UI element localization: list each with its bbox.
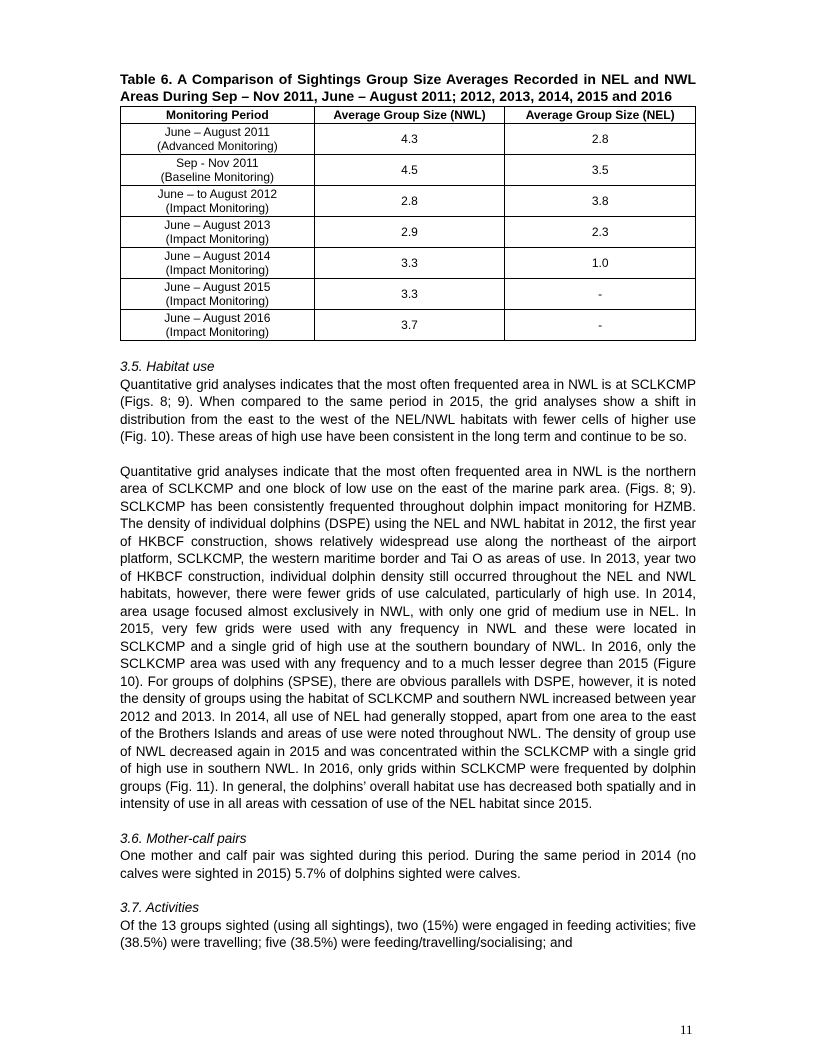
table-title: Table 6. A Comparison of Sightings Group Size Averages Recorded in NEL and NWL Areas During Sep – Nov 2011, June – August 2011; 2012, 2013, 2014, 2015 and 2016 [120,71,696,104]
period-cell [121,124,315,155]
nel-cell: 3.5 [505,155,696,186]
table-header-row [121,107,696,124]
period-cell [121,248,315,279]
period-cell [121,310,315,341]
table-row [121,155,696,186]
period: June – to August 2012 [157,187,278,201]
section-habitat-use [120,358,696,813]
period-cell [121,155,315,186]
period: June – August 2014 [164,249,271,263]
section-heading: 3.7. Activities [120,900,200,915]
table-row [121,124,696,155]
nel-cell: 2.8 [505,124,696,155]
table-row [121,248,696,279]
nwl-cell: 2.8 [314,186,505,217]
phase: (Impact Monitoring) [165,232,270,246]
nwl-cell: 2.9 [314,217,505,248]
paragraph: Of the 13 groups sighted (using all sightings), two (15%) were engaged in feeding activities; five (38.5%) were travelling; five (38.5%) were feeding/travelling/socialising; and [120,917,696,950]
document-page [120,71,696,952]
nel-cell: - [505,279,696,310]
header-nel: Average Group Size (NEL) [505,107,696,124]
phase: (Advanced Monitoring) [156,139,278,153]
nwl-cell: 3.3 [314,279,505,310]
table-row [121,217,696,248]
section-activities [120,899,696,952]
paragraph: Quantitative grid analyses indicates that the most often frequented area in NWL is at SCLKCMP (Figs. 8; 9). When compared to the same period in 2015, the grid analyses show a shift in distribution from the east to the west of the NEL/NWL habitats with fewer cells of higher use (Fig. 10). These areas of high use have been consistent in the long term and continue to be so. [120,376,696,444]
period: June – August 2015 [164,280,271,294]
section-mother-calf [120,830,696,883]
nel-cell: - [505,310,696,341]
section-heading: 3.5. Habitat use [120,359,215,374]
paragraph: Quantitative grid analyses indicate that the most often frequented area in NWL is the northern area of SCLKCMP and one block of low use on the east of the marine park area. (Figs. 8; 9). SCLKCMP has been consistently frequented throughout dolphin impact monitoring for HZMB. The density of individual dolphins (DSPE) using the NEL and NWL habitat in 2012, the first year of HKBCF construction, shows relatively widespread use along the northeast of the airport platform, SCLKCMP, the western maritime border and Tai O as areas of use. In 2013, year two of HKBCF construction, individual dolphin density still occurred throughout the NEL and NWL habitats, however, there were fewer grids of use calculated, particularly of high use. In 2014, area usage focused almost exclusively in NWL, with only one grid of medium use in NEL. In 2015, very few grids were used with any frequency in NWL and these were located in SCLKCMP and a single grid of high use at the southern boundary of NWL. In 2016, only the SCLKCMP area was used with any frequency and to a much lesser degree than 2015 (Figure 10). For groups of dolphins (SPSE), there are obvious parallels with DSPE, however, it is noted the density of groups using the habitat of SCLKCMP and southern NWL increased between year 2012 and 2013. In 2014, all use of NEL had generally stopped, apart from one area to the east of the Brothers Islands and areas of use were noted throughout NWL. The density of group use of NWL decreased again in 2015 and was concentrated within the SCLKCMP with a single grid of high use in southern NWL. In 2016, only grids within SCLKCMP were frequented by dolphin groups (Fig. 11). In general, the dolphins’ overall habitat use has decreased both spatially and in intensity of use in all areas with cessation of use of the NEL habitat since 2015. [120,463,696,811]
paragraph: One mother and calf pair was sighted during this period. During the same period in 2014 (no calves were sighted in 2015) 5.7% of dolphins sighted were calves. [120,848,696,881]
table-row [121,186,696,217]
header-nwl: Average Group Size (NWL) [314,107,505,124]
period-cell [121,217,315,248]
nwl-cell: 3.7 [314,310,505,341]
period: June – August 2016 [164,311,271,325]
period-cell [121,279,315,310]
group-size-table [120,106,696,341]
phase: (Impact Monitoring) [165,325,270,339]
phase: (Baseline Monitoring) [160,170,275,184]
phase: (Impact Monitoring) [165,263,270,277]
period: June – August 2011 [164,125,270,139]
nel-cell: 2.3 [505,217,696,248]
phase: (Impact Monitoring) [165,294,270,308]
period-cell [121,186,315,217]
nel-cell: 1.0 [505,248,696,279]
nel-cell: 3.8 [505,186,696,217]
nwl-cell: 3.3 [314,248,505,279]
page-number: 11 [680,1022,693,1037]
nwl-cell: 4.5 [314,155,505,186]
period: Sep - Nov 2011 [176,156,259,170]
nwl-cell: 4.3 [314,124,505,155]
phase: (Impact Monitoring) [165,201,270,215]
section-heading: 3.6. Mother-calf pairs [120,830,247,846]
header-monitoring-period: Monitoring Period [121,107,315,124]
period: June – August 2013 [164,218,271,232]
table-row [121,279,696,310]
table-row [121,310,696,341]
